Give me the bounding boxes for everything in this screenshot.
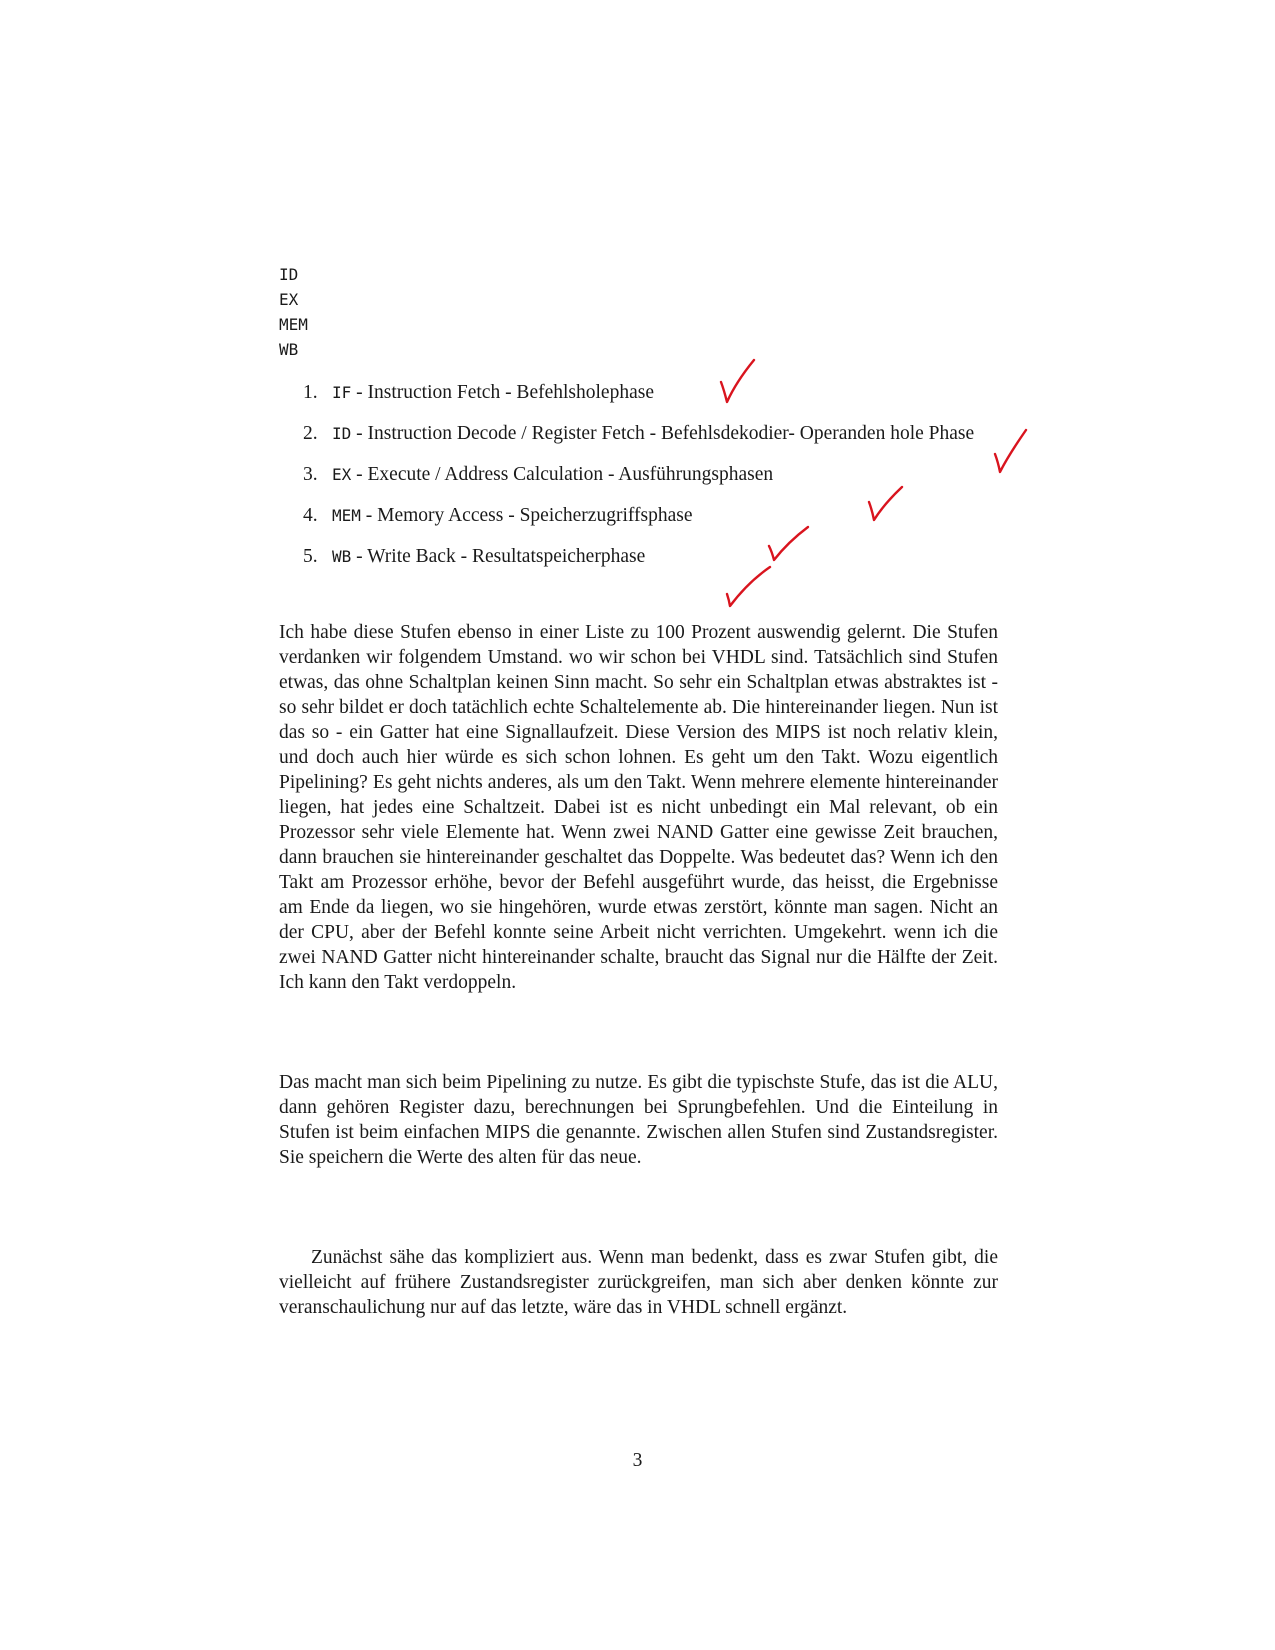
- stage-number: 3.: [303, 464, 318, 485]
- check-mark-icon: [866, 484, 906, 524]
- stage-code: WB: [332, 547, 352, 566]
- stage-description: - Instruction Decode / Register Fetch - Befehlsdekodier- Operanden hole Phase: [351, 423, 975, 444]
- abbrev-mem: MEM: [279, 315, 308, 334]
- stage-number: 4.: [303, 505, 318, 526]
- stage-description: - Memory Access - Speicherzugriffsphase: [360, 505, 693, 526]
- body-paragraph-1: Ich habe diese Stufen ebenso in einer Liste zu 100 Prozent auswendig gelernt. Die Stufen verdanken wir folgendem Umstand. wo wir schon bei VHDL sind. Tatsächlich sind Stufen etwas, das ohne Schaltplan keinen Sinn macht. So sehr ein Schaltplan etwas abstraktes ist - so sehr bildet er doch tatächlich echte Schaltelemente ab. Die hintereinander liegen. Nun ist das so - ein Gatter hat eine Signallaufzeit. Diese Version des MIPS ist noch relativ klein, und doch auch hier würde es sich schon lohnen. Es geht um den Takt. Wozu eigentlich Pipelining? Es geht nichts anderes, als um den Takt. Wenn mehrere elemente hintereinander liegen, hat jedes eine Schaltzeit. Dabei ist es nicht unbedingt ein Mal relevant, ob ein Prozessor sehr viele Elemente hat. Wenn zwei NAND Gatter eine gewisse Zeit brauchen, dann brauchen sie hintereinander geschaltet das Doppelte. Was bedeutet das? Wenn ich den Takt am Prozessor erhöhe, bevor der Befehl ausgeführt wurde, das heisst, die Ergebnisse am Ende da liegen, wo sie hingehören, wurde etwas zerstört, könnte man sagen. Nicht an der CPU, aber der Befehl konnte seine Arbeit nicht verrichten. Umgekehrt. wenn ich die zwei NAND Gatter nicht hintereinander schalte, braucht das Signal nur die Hälfte der Zeit. Ich kann den Takt verdoppeln.: [279, 622, 998, 993]
- check-mark-icon: [992, 426, 1032, 476]
- check-mark-icon: [724, 564, 774, 610]
- page-number: 3: [632, 1450, 643, 1471]
- check-mark-icon: [766, 524, 812, 564]
- body-paragraph-3: Zunächst sähe das kompliziert aus. Wenn man bedenkt, dass es zwar Stufen gibt, die vielleicht auf frühere Zustandsregister zurückgreifen, man sich aber denken könnte zur veranschaulichung nur auf das letzte, wäre das in VHDL schnell ergänzt.: [279, 1247, 998, 1318]
- check-mark-icon: [718, 356, 758, 406]
- abbrev-id: ID: [279, 265, 299, 284]
- stage-code: IF: [332, 383, 352, 402]
- stage-description: - Execute / Address Calculation - Ausführungsphasen: [351, 464, 774, 485]
- stage-code: ID: [332, 424, 352, 443]
- stage-item-if: [279, 380, 999, 405]
- stage-description: - Write Back - Resultatspeicherphase: [351, 546, 646, 567]
- stage-code: MEM: [332, 506, 361, 525]
- body-paragraph-2: Das macht man sich beim Pipelining zu nutze. Es gibt die typischste Stufe, das ist die ALU, dann gehören Register dazu, berechnungen bei Sprungbefehlen. Und die Einteilung in Stufen ist beim einfachen MIPS die genannte. Zwischen allen Stufen sind Zustandsregister. Sie speichern die Werte des alten für das neue.: [279, 1072, 998, 1168]
- abbrev-ex: EX: [279, 290, 299, 309]
- pipeline-stage-list: [279, 380, 999, 585]
- stage-code: EX: [332, 465, 352, 484]
- stage-number: 2.: [303, 423, 318, 444]
- stage-item-wb: [279, 544, 999, 569]
- abbrev-wb: WB: [279, 340, 299, 359]
- stage-number: 1.: [303, 382, 318, 403]
- stage-number: 5.: [303, 546, 318, 567]
- stage-item-id: [279, 421, 999, 446]
- stage-description: - Instruction Fetch - Befehlsholephase: [351, 382, 654, 403]
- stage-abbreviation-list: [279, 262, 308, 362]
